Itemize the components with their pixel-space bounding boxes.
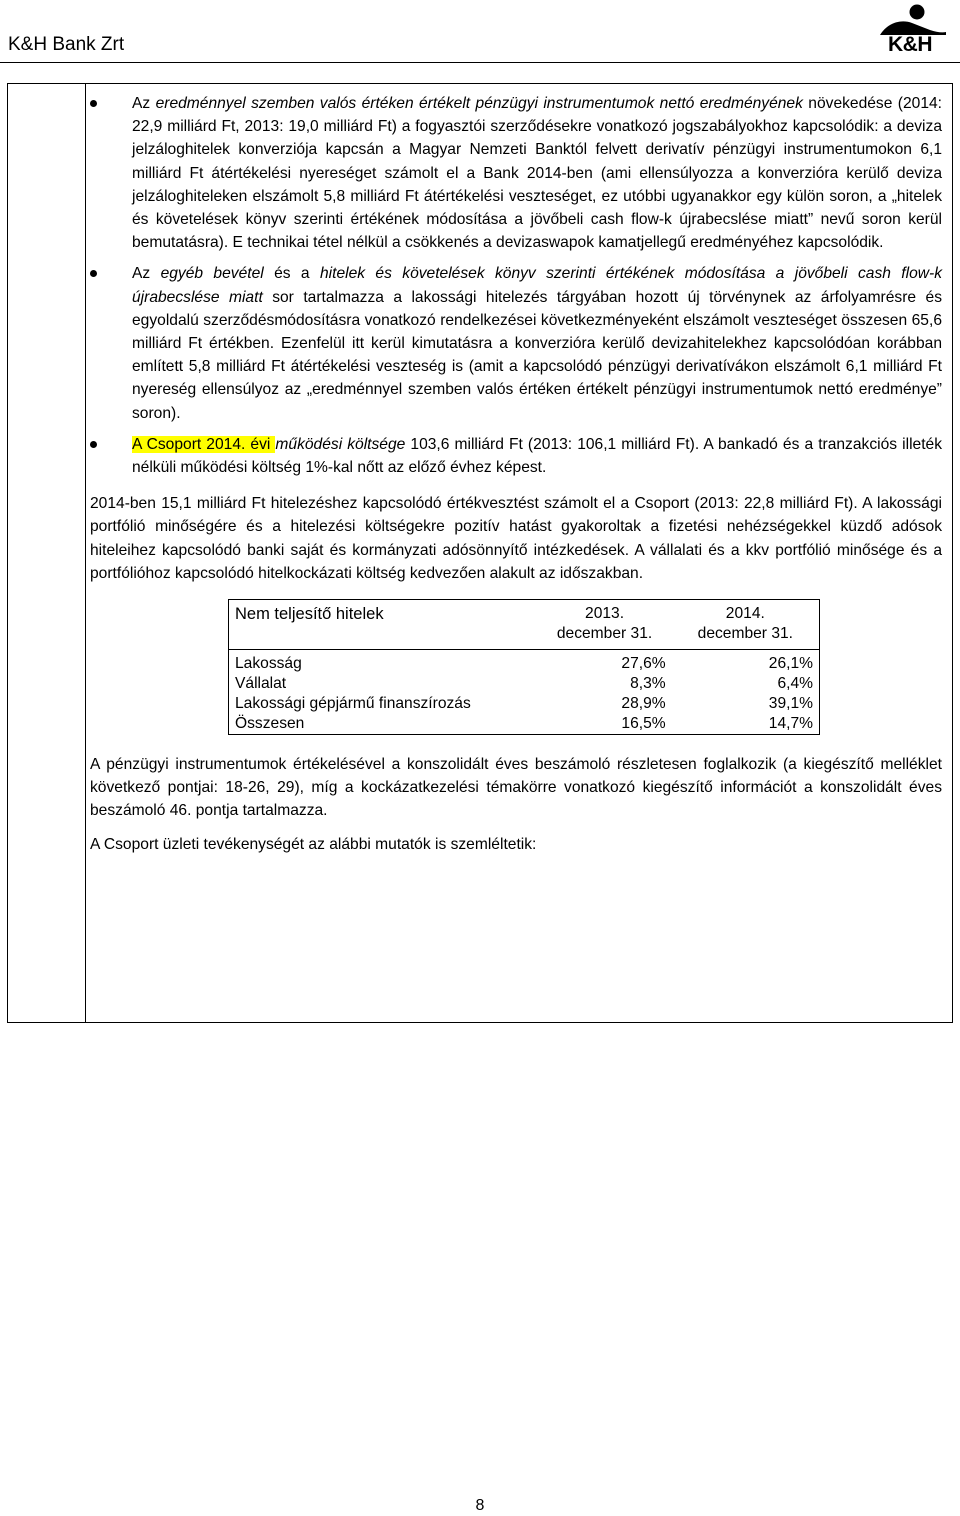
npl-col-2014: 2014. december 31.	[697, 605, 793, 643]
npl-col-2013: 2013. december 31.	[556, 605, 653, 643]
npl-table	[228, 599, 820, 735]
bullet-icon	[90, 100, 97, 107]
row-value-2014: 14,7%	[768, 715, 813, 733]
row-value-2013: 28,9%	[621, 695, 666, 713]
bullet-text: Az egyéb bevétel és a hitelek és követelések könyv szerinti értékének módosítása a jövőbeli cash flow-k újrabecslése miatt sor tartalmazza a lakossági hitelezés tárgyában hozott új törvénynek az árfolyamrésre és egyoldalú szerződésmódosításra vonatkozó rendelkezései következményeként elszámolt veszteséget összesen 65,6 milliárd Ft értékben. Ezenfelül itt kerül kimutatásra a konverzióra kerülő devizahitelekhez kapcsolódóan korábban említett 5,8 milliárd Ft átértékelési veszteség is (amit a kapcsolódó pénzügyi derivatívákon elszámolt 6,1 milliárd Ft nyereség ellensúlyoz az „eredménnyel szemben valós értéken értékelt pénzügyi instrumentumok nettó eredménye” soron).	[132, 265, 943, 422]
npl-table-header-row	[229, 600, 819, 650]
row-label: Vállalat	[235, 675, 287, 693]
page-header-title: K&H Bank Zrt	[8, 34, 125, 55]
row-value-2013: 27,6%	[621, 655, 666, 673]
row-value-2014: 39,1%	[768, 695, 813, 713]
row-label: Lakosság	[235, 655, 302, 673]
bullet-icon	[90, 270, 97, 277]
paragraph-valuation: A pénzügyi instrumentumok értékelésével a konszolidált éves beszámoló részletesen foglalkozik (a kiegészítő melléklet következő pontjai: 18-26, 29), míg a kockázatkezelési témakörre vonatkozó kiegészítő információt a konszolidált éves beszámoló 46. pontja tartalmazza.	[90, 756, 942, 820]
table-row	[229, 674, 819, 694]
row-value-2014: 26,1%	[768, 655, 813, 673]
table-row	[229, 714, 819, 734]
paragraph-impairment: 2014-ben 15,1 milliárd Ft hitelezéshez kapcsolódó értékvesztést számolt el a Csoport (2013: 22,8 milliárd Ft). A lakossági portfólió minőségére és a hitelezési költségekre pozitív hatást gyakoroltak a fizetési nehézségekkel küzdő adósok hiteleihez kapcsolódó banki saját és kormányzati adósönnyítő intézkedések. A vállalati és a kkv portfólió minősége és a portfólióhoz kapcsolódó hitelkockázati költség kedvezően alakult az időszakban.	[90, 495, 942, 582]
header-rule	[0, 62, 960, 63]
bullet-item-trading-result	[90, 92, 942, 254]
main-content	[90, 92, 942, 856]
kh-logo-text: K&H	[888, 33, 932, 56]
table-row	[229, 650, 819, 675]
bullet-text: Az eredménnyel szemben valós értéken értékelt pénzügyi instrumentumok nettó eredményének növekedése (2014: 22,9 milliárd Ft, 2013: 19,0 milliárd Ft) a fogyasztói szerződésekre vonatkozó jogszabályokhoz kapcsolódik: a deviza jelzáloghitelek konverziója kapcsán a Magyar Nemzeti Banktól felvett derivatív pénzügyi instrumentumokon 6,1 milliárd Ft átértékelési nyereséget számolt el a Bank 2014-ben (ami ellensúlyozza a konverzióra kerülő deviza jelzáloghiteleken elszámolt 5,8 milliárd Ft átértékelési veszteséget, ez utóbbi ugyanakkor egy külön soron, a „hitelek és követelések könyv szerinti értékének módosítása a jövőbeli cash flow-k újrabecslése miatt” nevű soron kerül bemutatásra). E technikai tétel nélkül a csökkenés a devizaswapok kamatjellegű eredményéhez kapcsolódik.	[132, 95, 943, 252]
row-value-2014: 6,4%	[777, 675, 813, 693]
bullet-list	[90, 92, 942, 479]
page-header	[0, 0, 960, 66]
npl-table-title: Nem teljesítő hitelek	[235, 605, 384, 624]
row-label: Összesen	[235, 715, 305, 733]
bullet-item-other-income	[90, 262, 942, 424]
bullet-item-operating-cost	[90, 433, 942, 479]
row-value-2013: 16,5%	[621, 715, 666, 733]
page-number: 8	[475, 1497, 485, 1514]
kh-logo	[872, 4, 948, 60]
row-label: Lakossági gépjármű finanszírozás	[235, 695, 471, 713]
frame-margin-divider	[85, 84, 86, 1022]
paragraph-indicators: A Csoport üzleti tevékenységét az alábbi mutatók is szemléltetik:	[90, 835, 537, 853]
row-value-2013: 8,3%	[630, 675, 666, 693]
bullet-text: A Csoport 2014. évi működési költsége 103,6 milliárd Ft (2013: 106,1 milliárd Ft). A bankadó és a tranzakciós illeték nélküli működési költség 1%-kal nőtt az előző évhez képest.	[132, 435, 943, 477]
bullet-icon	[90, 441, 97, 448]
table-row	[229, 694, 819, 714]
